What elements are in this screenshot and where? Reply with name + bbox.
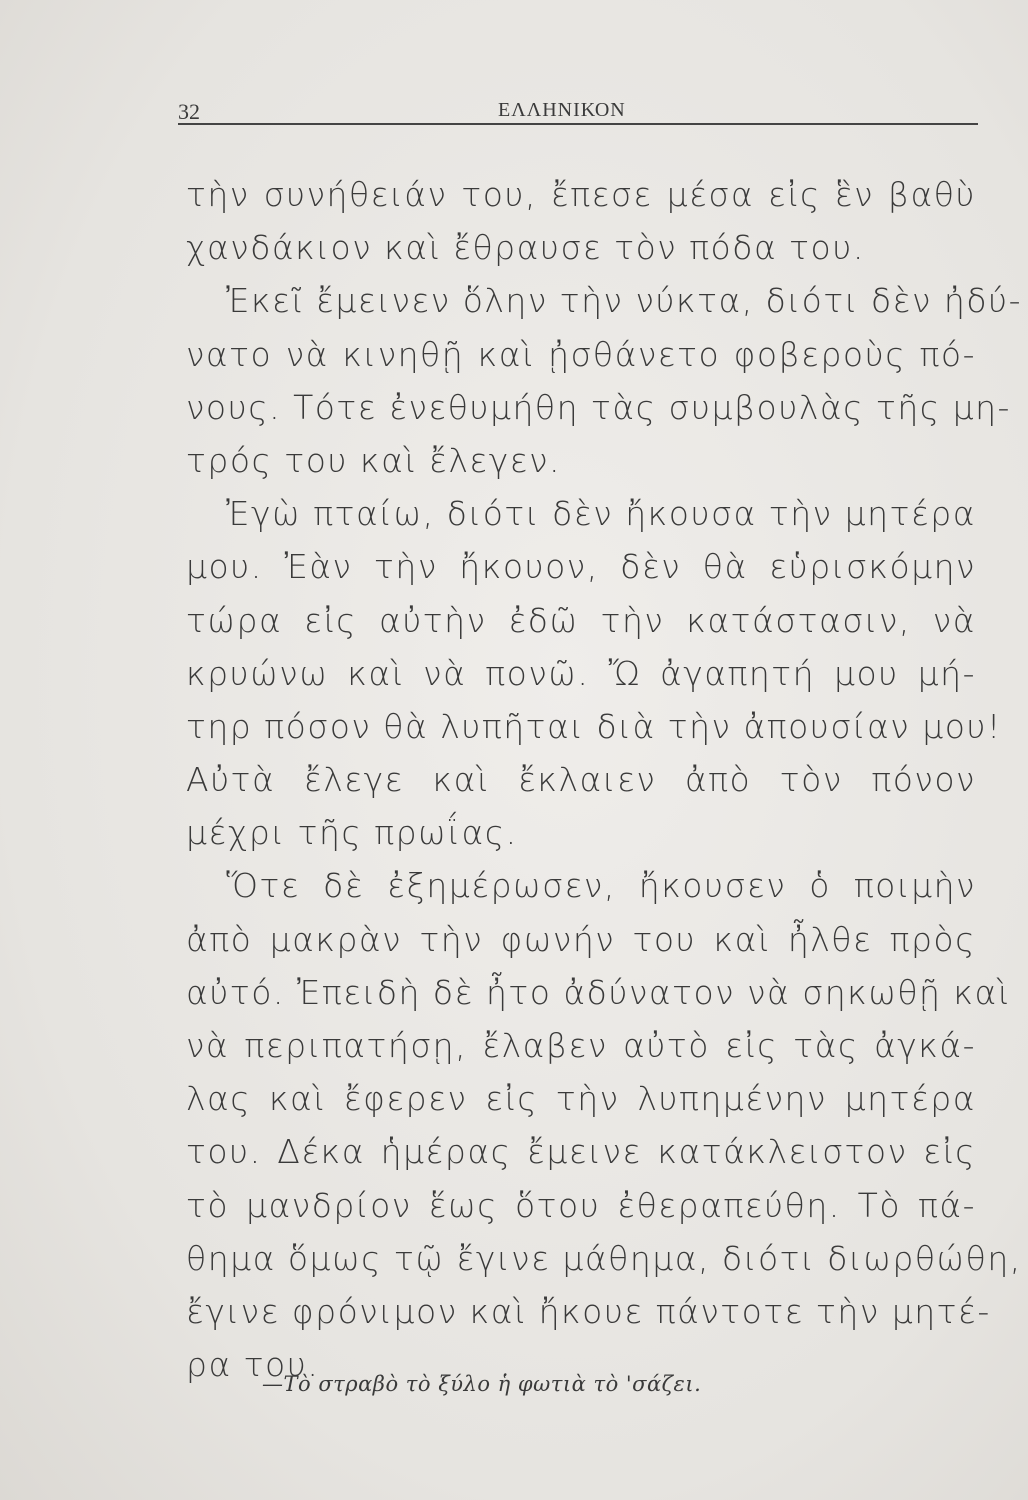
text-line: ρα του. [186, 1345, 320, 1385]
text-line: Ὅτε δὲ ἐξημέρωσεν, ἤκουσεν ὁ ποιμὴν [226, 866, 976, 906]
header-rule [178, 123, 978, 125]
text-line: ἀπὸ μακρὰν τὴν φωνήν του καὶ ἦλθε πρὸς [186, 919, 976, 959]
text-line: λας καὶ ἔφερεν εἰς τὴν λυπημένην μητέρα [186, 1079, 976, 1119]
text-line: του. Δέκα ἡμέρας ἔμεινε κατάκλειστον εἰς [186, 1132, 976, 1172]
text-line: αὐτό. Ἐπειδὴ δὲ ἦτο ἀδύνατον νὰ σηκωθῇ καὶ [186, 972, 1011, 1012]
proverb: —Τὸ στραβὸ τὸ ξύλο ἡ φωτιὰ τὸ 'σάζει. [262, 1372, 702, 1396]
text-line: νατο νὰ κινηθῇ καὶ ᾐσθάνετο φοβεροὺς πό- [186, 334, 976, 374]
text-line: μου. Ἐὰν τὴν ἤκουον, δὲν θὰ εὑρισκόμην [186, 547, 976, 587]
text-line: τὸ μανδρίον ἕως ὅτου ἐθεραπεύθη. Τὸ πά- [186, 1185, 976, 1225]
text-line: τηρ πόσον θὰ λυπῆται διὰ τὴν ἀπουσίαν μου! [186, 706, 1002, 746]
text-line: Ἐγὼ πταίω, διότι δὲν ἤκουσα τὴν μητέρα [226, 494, 976, 534]
text-line: θημα ὅμως τῷ ἔγινε μάθημα, διότι διωρθώθη, [186, 1238, 1022, 1278]
text-line: τὴν συνήθειάν του, ἔπεσε μέσα εἰς ἓν βαθὺ [186, 175, 976, 214]
text-line: τρός του καὶ ἔλεγεν. [186, 440, 562, 480]
page-header [178, 95, 978, 125]
text-line: νους. Τότε ἐνεθυμήθη τὰς συμβουλὰς τῆς μη- [186, 387, 1011, 427]
text-line: Αὐτὰ ἔλεγε καὶ ἔκλαιεν ἀπὸ τὸν πόνον [186, 760, 976, 800]
text-line: μέχρι τῆς πρωΐας. [186, 813, 518, 853]
text-line: κρυώνω καὶ νὰ πονῶ. Ὤ ἀγαπητή μου μή- [186, 653, 976, 693]
text-line: τώρα εἰς αὐτὴν ἐδῶ τὴν κατάστασιν, νὰ [186, 600, 976, 640]
running-title: ΕΛΛΗΝΙΚΟΝ [498, 99, 626, 121]
text-line: ἔγινε φρόνιμον καὶ ἤκουε πάντοτε τὴν μητέ- [186, 1291, 991, 1331]
text-line: χανδάκιον καὶ ἔθραυσε τὸν πόδα του. [186, 228, 865, 268]
text-line: Ἐκεῖ ἔμεινεν ὅλην τὴν νύκτα, διότι δὲν ἠδύ- [226, 281, 1023, 321]
page-number: 32 [178, 99, 200, 124]
body-text [186, 168, 1023, 1391]
text-line: νὰ περιπατήσῃ, ἔλαβεν αὐτὸ εἰς τὰς ἀγκά- [186, 1026, 976, 1065]
